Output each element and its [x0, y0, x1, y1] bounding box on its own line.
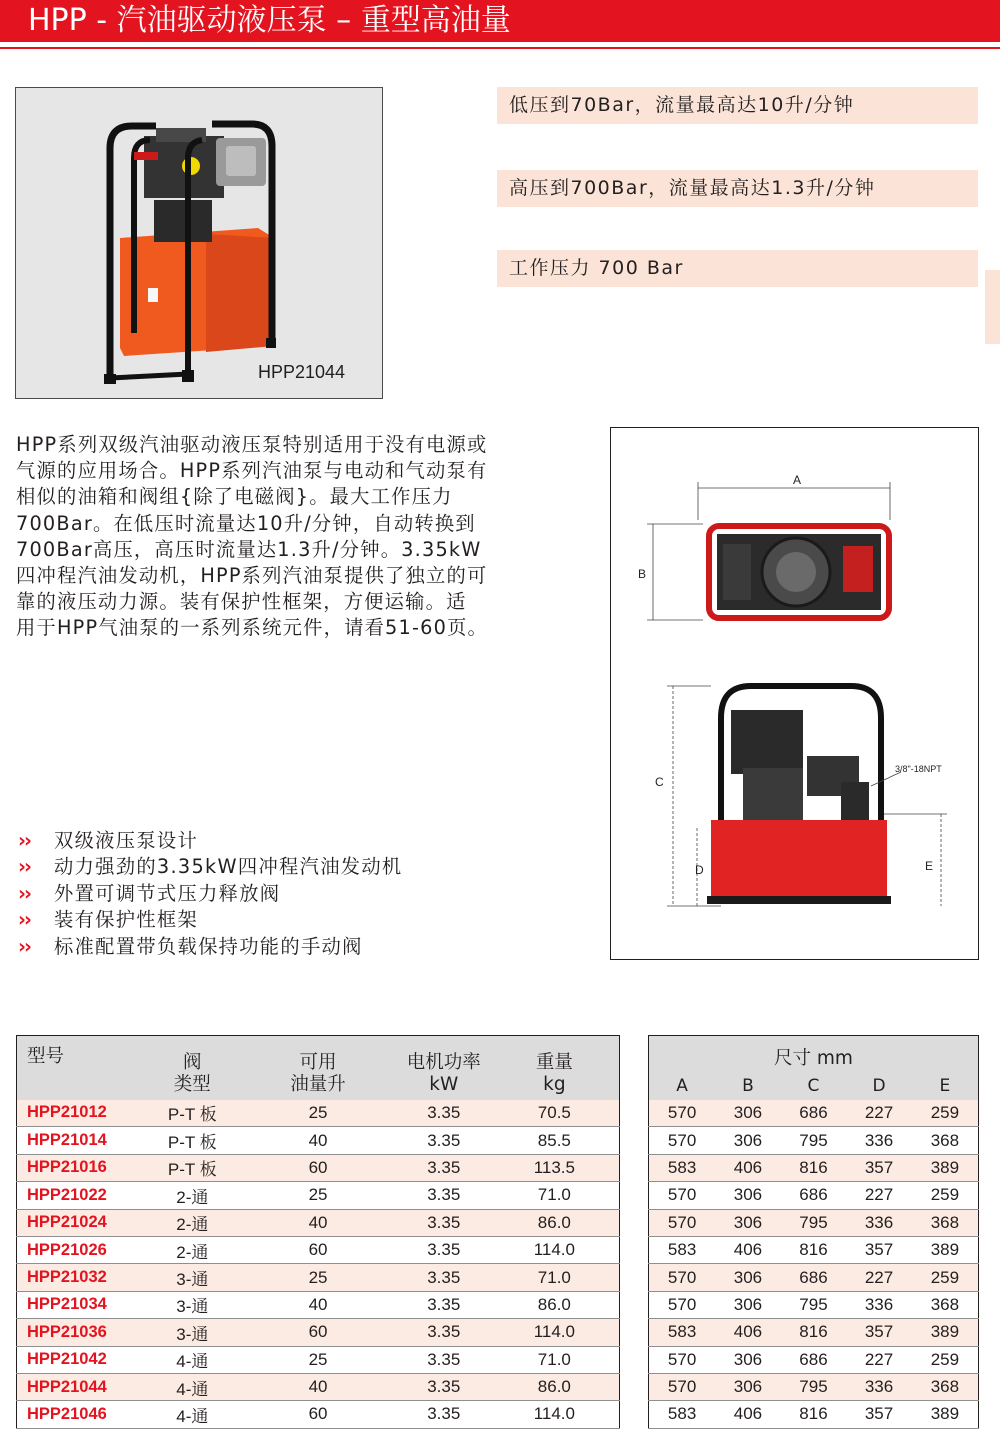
cell-model: HPP21014	[17, 1127, 147, 1154]
dimension-drawing-svg	[611, 428, 977, 958]
feature-item	[18, 828, 403, 854]
feature-item	[18, 854, 403, 880]
table-row	[17, 1182, 620, 1209]
table-row	[17, 1264, 620, 1291]
cell-dim-e: 389	[912, 1319, 979, 1346]
description-line: 四冲程汽油发动机，HPP系列汽油泵提供了独立的可	[16, 564, 488, 588]
cell-oil-volume: 40	[238, 1373, 398, 1400]
header-bar	[0, 0, 1000, 42]
cell-dim-a: 583	[649, 1401, 716, 1428]
cell-valve-type: P-T 板	[146, 1100, 238, 1127]
cell-weight: 114.0	[490, 1319, 620, 1346]
cell-dim-c: 795	[781, 1291, 847, 1318]
header-power: 电机功率 kW	[398, 1036, 490, 1100]
cell-model: HPP21042	[17, 1346, 147, 1373]
cell-dim-e: 259	[912, 1346, 979, 1373]
cell-oil-volume: 60	[238, 1154, 398, 1181]
cell-dim-b: 306	[715, 1346, 781, 1373]
dim-label-d: D	[695, 863, 704, 877]
cell-motor-power: 3.35	[398, 1209, 490, 1236]
chevron-icon: ››	[18, 908, 30, 932]
cell-motor-power: 3.35	[398, 1154, 490, 1181]
cell-dim-c: 795	[781, 1127, 847, 1154]
dim-col-header: B	[715, 1072, 781, 1100]
cell-model: HPP21036	[17, 1319, 147, 1346]
feature-text: 外置可调节式压力释放阀	[54, 881, 281, 905]
dim-label-c: C	[655, 775, 664, 789]
cell-motor-power: 3.35	[398, 1236, 490, 1263]
cell-dim-e: 259	[912, 1182, 979, 1209]
cell-oil-volume: 40	[238, 1127, 398, 1154]
dim-col-header: A	[649, 1072, 716, 1100]
cell-weight: 71.0	[490, 1346, 620, 1373]
cell-dim-c: 816	[781, 1154, 847, 1181]
cell-valve-type: P-T 板	[146, 1154, 238, 1181]
cell-dim-d: 227	[846, 1346, 912, 1373]
cell-dim-e: 259	[912, 1100, 979, 1127]
feature-list	[18, 828, 403, 960]
feature-text: 双级液压泵设计	[54, 829, 199, 852]
cell-dim-c: 686	[781, 1100, 847, 1127]
cell-dim-a: 570	[649, 1346, 716, 1373]
cell-dim-d: 227	[846, 1264, 912, 1291]
cell-valve-type: 2-通	[146, 1236, 238, 1263]
cell-oil-volume: 60	[238, 1319, 398, 1346]
spec-low-pressure: 低压到70Bar，流量最高达10升/分钟	[497, 87, 978, 124]
cell-weight: 113.5	[490, 1154, 620, 1181]
cell-dim-b: 406	[715, 1154, 781, 1181]
cell-dim-b: 306	[715, 1264, 781, 1291]
cell-dim-d: 357	[846, 1154, 912, 1181]
cell-dim-d: 336	[846, 1127, 912, 1154]
table-row	[17, 1319, 620, 1346]
cell-dim-a: 583	[649, 1319, 716, 1346]
cell-dim-c: 686	[781, 1182, 847, 1209]
cell-dim-e: 259	[912, 1264, 979, 1291]
cell-oil-volume: 25	[238, 1100, 398, 1127]
cell-dim-e: 368	[912, 1373, 979, 1400]
cell-model: HPP21026	[17, 1236, 147, 1263]
cell-oil-volume: 25	[238, 1264, 398, 1291]
feature-item	[18, 934, 403, 960]
table-row	[649, 1154, 979, 1181]
table-row	[649, 1319, 979, 1346]
cell-dim-c: 816	[781, 1319, 847, 1346]
table-row	[17, 1154, 620, 1181]
cell-dim-e: 389	[912, 1401, 979, 1428]
table-row	[649, 1236, 979, 1263]
description	[16, 432, 594, 642]
cell-dim-d: 336	[846, 1209, 912, 1236]
cell-dim-c: 795	[781, 1373, 847, 1400]
description-line: 气源的应用场合。HPP系列汽油泵与电动和气动泵有	[16, 459, 488, 483]
spec-working-pressure: 工作压力 700 Bar	[497, 250, 978, 287]
spec-table-header	[17, 1036, 620, 1100]
cell-weight: 114.0	[490, 1236, 620, 1263]
cell-model: HPP21024	[17, 1209, 147, 1236]
cell-dim-e: 368	[912, 1209, 979, 1236]
cell-dim-a: 570	[649, 1291, 716, 1318]
cell-weight: 86.0	[490, 1209, 620, 1236]
table-row	[17, 1236, 620, 1263]
feature-item	[18, 907, 403, 933]
cell-dim-e: 389	[912, 1236, 979, 1263]
dimension-table	[648, 1035, 979, 1429]
port-label: 3/8"-18NPT	[895, 764, 942, 774]
dim-label-b: B	[638, 567, 647, 581]
chevron-icon: ››	[18, 829, 30, 852]
page-title: HPP - 汽油驱动液压泵 – 重型高油量	[28, 3, 511, 38]
table-row	[649, 1373, 979, 1400]
cell-dim-a: 570	[649, 1209, 716, 1236]
cell-dim-a: 570	[649, 1182, 716, 1209]
dimension-table-title: 尺寸 mm	[649, 1036, 979, 1072]
table-row	[649, 1401, 979, 1428]
table-row	[17, 1346, 620, 1373]
cell-oil-volume: 60	[238, 1236, 398, 1263]
cell-model: HPP21016	[17, 1154, 147, 1181]
cell-dim-b: 306	[715, 1100, 781, 1127]
cell-motor-power: 3.35	[398, 1346, 490, 1373]
cell-dim-b: 306	[715, 1209, 781, 1236]
side-tab	[985, 270, 1000, 344]
header-rule	[0, 47, 1000, 49]
cell-weight: 71.0	[490, 1182, 620, 1209]
cell-model: HPP21012	[17, 1100, 147, 1127]
cell-motor-power: 3.35	[398, 1264, 490, 1291]
cell-dim-d: 357	[846, 1236, 912, 1263]
cell-valve-type: 3-通	[146, 1291, 238, 1318]
cell-motor-power: 3.35	[398, 1182, 490, 1209]
dim-col-header: D	[846, 1072, 912, 1100]
header-oil: 可用 油量升	[238, 1036, 398, 1100]
cell-motor-power: 3.35	[398, 1291, 490, 1318]
cell-valve-type: 2-通	[146, 1182, 238, 1209]
cell-motor-power: 3.35	[398, 1127, 490, 1154]
spec-high-pressure: 高压到700Bar，流量最高达1.3升/分钟	[497, 170, 978, 207]
table-row	[649, 1127, 979, 1154]
chevron-icon: ››	[18, 881, 30, 905]
cell-dim-a: 570	[649, 1127, 716, 1154]
cell-dim-c: 686	[781, 1346, 847, 1373]
cell-dim-b: 406	[715, 1236, 781, 1263]
top-view	[647, 482, 890, 620]
side-view	[667, 686, 947, 906]
description-line: 用于HPP气油泵的一系列系统元件，请看51-60页。	[16, 616, 489, 640]
cell-dim-d: 336	[846, 1373, 912, 1400]
table-row	[17, 1100, 620, 1127]
photo-model-label: HPP21044	[258, 362, 346, 382]
cell-valve-type: 2-通	[146, 1209, 238, 1236]
cell-dim-d: 336	[846, 1291, 912, 1318]
cell-dim-d: 357	[846, 1319, 912, 1346]
dim-label-e: E	[925, 859, 934, 873]
cell-dim-b: 406	[715, 1401, 781, 1428]
table-row	[17, 1291, 620, 1318]
cell-dim-e: 368	[912, 1291, 979, 1318]
cell-oil-volume: 40	[238, 1209, 398, 1236]
cell-dim-a: 570	[649, 1100, 716, 1127]
feature-text: 标准配置带负载保持功能的手动阀	[54, 934, 363, 958]
cell-dim-b: 306	[715, 1373, 781, 1400]
cell-oil-volume: 25	[238, 1346, 398, 1373]
cell-oil-volume: 25	[238, 1182, 398, 1209]
cell-dim-a: 570	[649, 1264, 716, 1291]
spec-table	[16, 1035, 620, 1429]
cell-weight: 70.5	[490, 1100, 620, 1127]
cell-dim-e: 368	[912, 1127, 979, 1154]
table-row	[649, 1346, 979, 1373]
cell-model: HPP21034	[17, 1291, 147, 1318]
description-line: 靠的液压动力源。装有保护性框架，方便运输。适	[16, 590, 467, 614]
cell-model: HPP21022	[17, 1182, 147, 1209]
cell-dim-c: 816	[781, 1401, 847, 1428]
cell-motor-power: 3.35	[398, 1401, 490, 1428]
cell-dim-b: 306	[715, 1127, 781, 1154]
table-row	[17, 1373, 620, 1400]
product-photo	[15, 87, 383, 399]
cell-weight: 114.0	[490, 1401, 620, 1428]
cell-valve-type: 4-通	[146, 1346, 238, 1373]
cell-dim-b: 306	[715, 1182, 781, 1209]
cell-dim-d: 227	[846, 1182, 912, 1209]
hydraulic-pump-illustration	[16, 88, 383, 399]
cell-oil-volume: 60	[238, 1401, 398, 1428]
chevron-icon: ››	[18, 934, 30, 958]
description-line: HPP系列双级汽油驱动液压泵特别适用于没有电源或	[16, 433, 488, 456]
dim-col-header: C	[781, 1072, 847, 1100]
chevron-icon: ››	[18, 855, 30, 879]
description-line: 700Bar。在低压时流量达10升/分钟，自动转换到	[16, 511, 476, 535]
cell-motor-power: 3.35	[398, 1319, 490, 1346]
table-row	[649, 1182, 979, 1209]
dim-label-a: A	[792, 473, 802, 487]
feature-text: 动力强劲的3.35kW四冲程汽油发动机	[54, 855, 403, 879]
table-row	[17, 1401, 620, 1428]
dimension-drawing	[610, 427, 979, 960]
table-row	[17, 1127, 620, 1154]
feature-text: 装有保护性框架	[54, 908, 199, 932]
cell-model: HPP21046	[17, 1401, 147, 1428]
table-row	[649, 1100, 979, 1127]
cell-weight: 71.0	[490, 1264, 620, 1291]
cell-model: HPP21044	[17, 1373, 147, 1400]
cell-dim-c: 795	[781, 1209, 847, 1236]
cell-dim-a: 583	[649, 1154, 716, 1181]
cell-valve-type: P-T 板	[146, 1127, 238, 1154]
cell-motor-power: 3.35	[398, 1100, 490, 1127]
feature-item	[18, 881, 403, 907]
cell-oil-volume: 40	[238, 1291, 398, 1318]
cell-dim-d: 357	[846, 1401, 912, 1428]
table-row	[649, 1209, 979, 1236]
header-valve: 阀 类型	[146, 1036, 238, 1100]
description-line: 700Bar高压，高压时流量达1.3升/分钟。3.35kW	[16, 537, 482, 561]
cell-dim-d: 227	[846, 1100, 912, 1127]
cell-dim-b: 406	[715, 1319, 781, 1346]
cell-valve-type: 4-通	[146, 1401, 238, 1428]
cell-dim-c: 816	[781, 1236, 847, 1263]
cell-weight: 86.0	[490, 1291, 620, 1318]
table-row	[17, 1209, 620, 1236]
cell-dim-e: 389	[912, 1154, 979, 1181]
cell-weight: 85.5	[490, 1127, 620, 1154]
dim-col-header: E	[912, 1072, 979, 1100]
header-weight: 重量 kg	[490, 1036, 620, 1100]
header-model: 型号	[17, 1036, 147, 1100]
table-row	[649, 1264, 979, 1291]
cell-model: HPP21032	[17, 1264, 147, 1291]
cell-valve-type: 3-通	[146, 1264, 238, 1291]
cell-dim-c: 686	[781, 1264, 847, 1291]
cell-dim-b: 306	[715, 1291, 781, 1318]
description-line: 相似的油箱和阀组{除了电磁阀}。最大工作压力	[16, 485, 453, 509]
cell-weight: 86.0	[490, 1373, 620, 1400]
cell-motor-power: 3.35	[398, 1373, 490, 1400]
table-row	[649, 1291, 979, 1318]
cell-dim-a: 583	[649, 1236, 716, 1263]
cell-valve-type: 4-通	[146, 1373, 238, 1400]
cell-valve-type: 3-通	[146, 1319, 238, 1346]
cell-dim-a: 570	[649, 1373, 716, 1400]
